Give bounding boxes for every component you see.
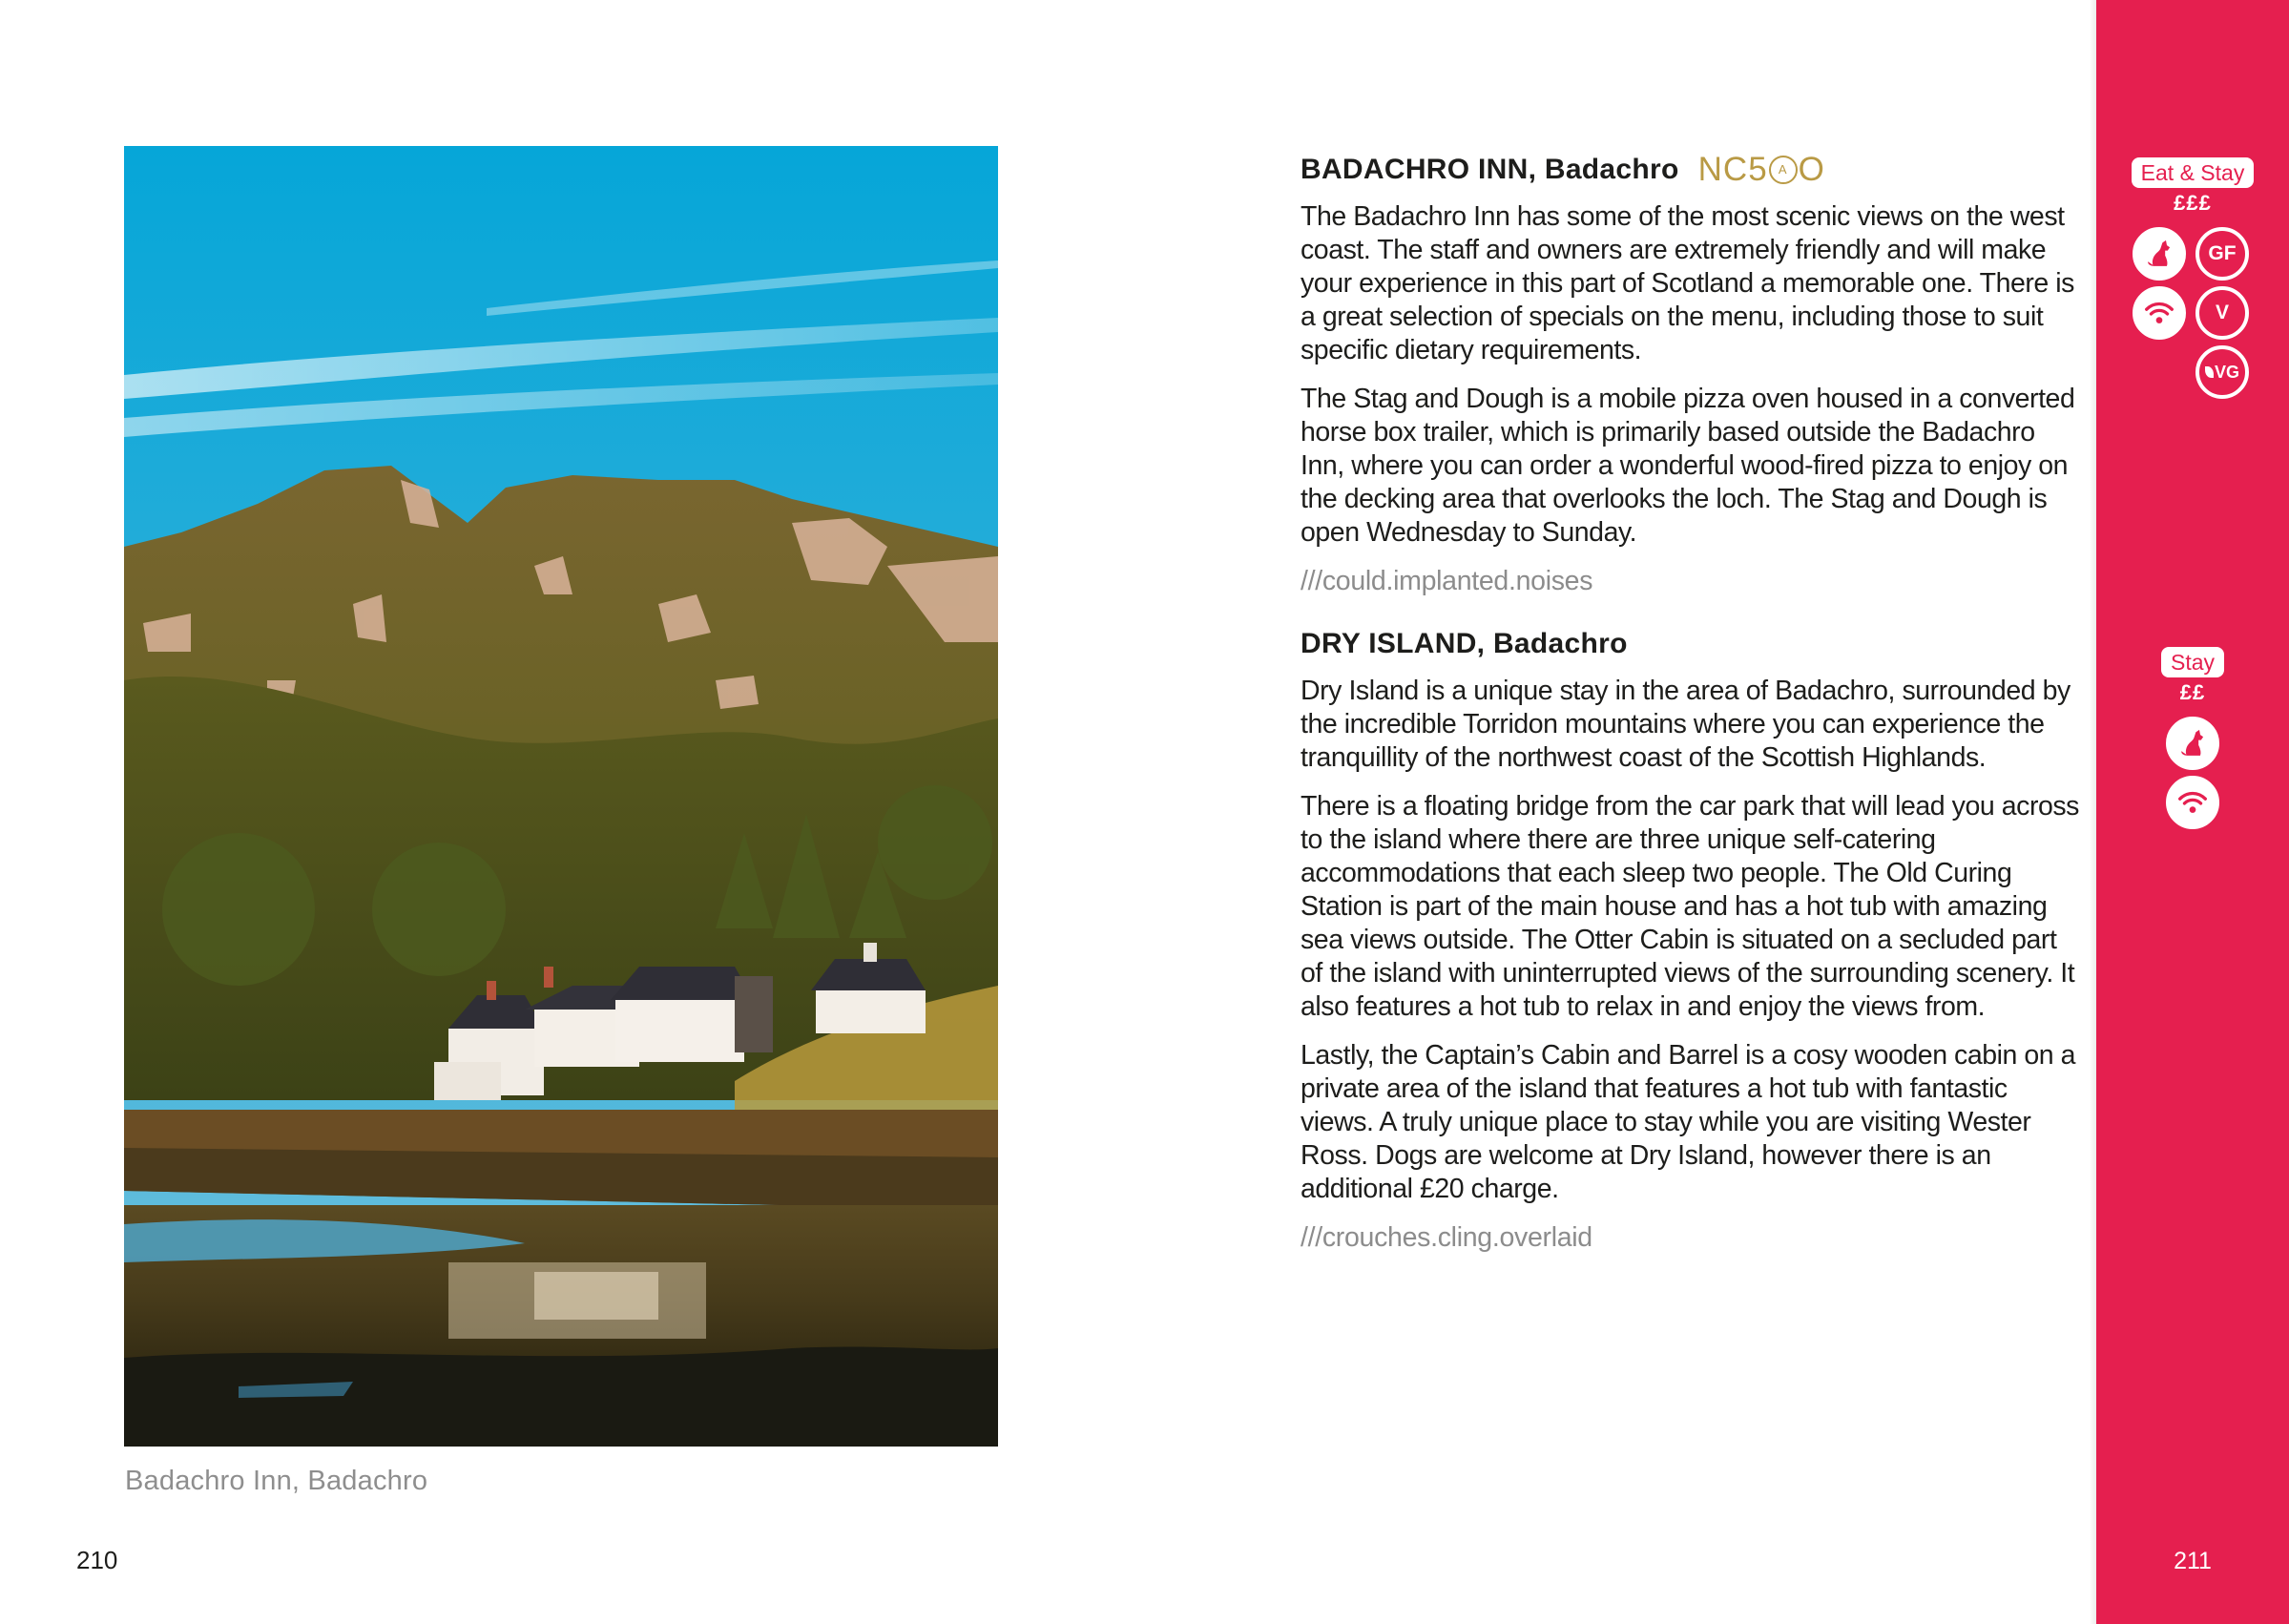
- page-number-left: 210: [76, 1546, 118, 1574]
- listing-badachro-inn: [1301, 153, 2083, 598]
- what3words-address: ///crouches.cling.overlaid: [1301, 1222, 1592, 1253]
- dog-friendly-icon: [2166, 717, 2219, 770]
- leaf-icon: [2205, 366, 2214, 378]
- badachro-inn-tags: [2096, 157, 2289, 399]
- amenity-icons: [2096, 717, 2289, 829]
- listing-paragraph: There is a floating bridge from the car park that will lead you across to the island where there are three unique self-catering accommodations that each sleep two people. The Old Curing Station is part of the main house and has a hot tub with amazing sea views outside. The Otter Cabin is situated on a secluded part of the island with uninterrupted views of the surrounding scenery. It also features a hot tub to relax in and enjoy the views from.: [1301, 791, 2079, 1022]
- nc500-logo: [1698, 153, 1825, 187]
- category-tag: Eat & Stay: [2132, 157, 2255, 188]
- badachro-inn-photo: [124, 146, 998, 1447]
- nc500-prefix: NC5: [1697, 151, 1768, 188]
- wifi-icon: [2166, 776, 2219, 829]
- listing-title-text: BADACHRO INN, Badachro: [1301, 154, 1679, 185]
- amenity-icons: [2096, 227, 2289, 399]
- listing-paragraph: Dry Island is a unique stay in the area of Badachro, surrounded by the incredible Torridon mountains where you can experience the tranquillity of the northwest coast of the Scottish Highlands.: [1301, 676, 2071, 773]
- compass-icon: A: [1769, 156, 1798, 184]
- listing-title: [1301, 627, 2083, 661]
- dog-friendly-icon: [2133, 227, 2186, 281]
- page-number-right: 211: [2174, 1548, 2212, 1574]
- nc500-suffix: O: [1798, 151, 1825, 188]
- dry-island-tags: [2096, 647, 2289, 829]
- vegan-icon: VG: [2195, 345, 2249, 399]
- sidebar-shadow: [2090, 0, 2096, 1624]
- category-tag: Stay: [2161, 647, 2224, 677]
- wifi-icon: [2133, 286, 2186, 340]
- price-rating: ££: [2179, 680, 2206, 704]
- listing-paragraph: The Stag and Dough is a mobile pizza oven housed in a converted horse box trailer, which is primarily based outside the Badachro Inn, where you can order a wonderful wood-fired pizza to enjoy on the decking area that overlooks the loch. The Stag and Dough is open Wednesday to Sunday.: [1301, 384, 2075, 548]
- listing-paragraph: The Badachro Inn has some of the most scenic views on the west coast. The staff and owners are extremely friendly and will make your experience in this part of Scotland a memorable one. There is a great selection of specials on the menu, including those to suit specific dietary requirements.: [1301, 201, 2074, 365]
- category-sidebar: [2096, 0, 2289, 1624]
- left-page: [0, 0, 1144, 1624]
- photo-caption: Badachro Inn, Badachro: [125, 1466, 428, 1496]
- gluten-free-icon: GF: [2195, 227, 2249, 281]
- listing-title-text: DRY ISLAND, Badachro: [1301, 628, 1628, 659]
- listing-title: [1301, 153, 2083, 187]
- listing-paragraph: Lastly, the Captain’s Cabin and Barrel is a cosy wooden cabin on a private area of the island that features a hot tub with fantastic views. A truly unique place to stay while you are visiting Wester Ross. Dogs are welcome at Dry Island, however there is an additional £20 charge.: [1301, 1040, 2076, 1204]
- what3words-address: ///could.implanted.noises: [1301, 566, 1593, 596]
- price-rating: £££: [2174, 191, 2212, 215]
- listing-dry-island: [1301, 627, 2083, 1255]
- listings-column: [1301, 153, 2083, 1283]
- landscape-illustration: [124, 146, 998, 1447]
- vegetarian-icon: V: [2195, 286, 2249, 340]
